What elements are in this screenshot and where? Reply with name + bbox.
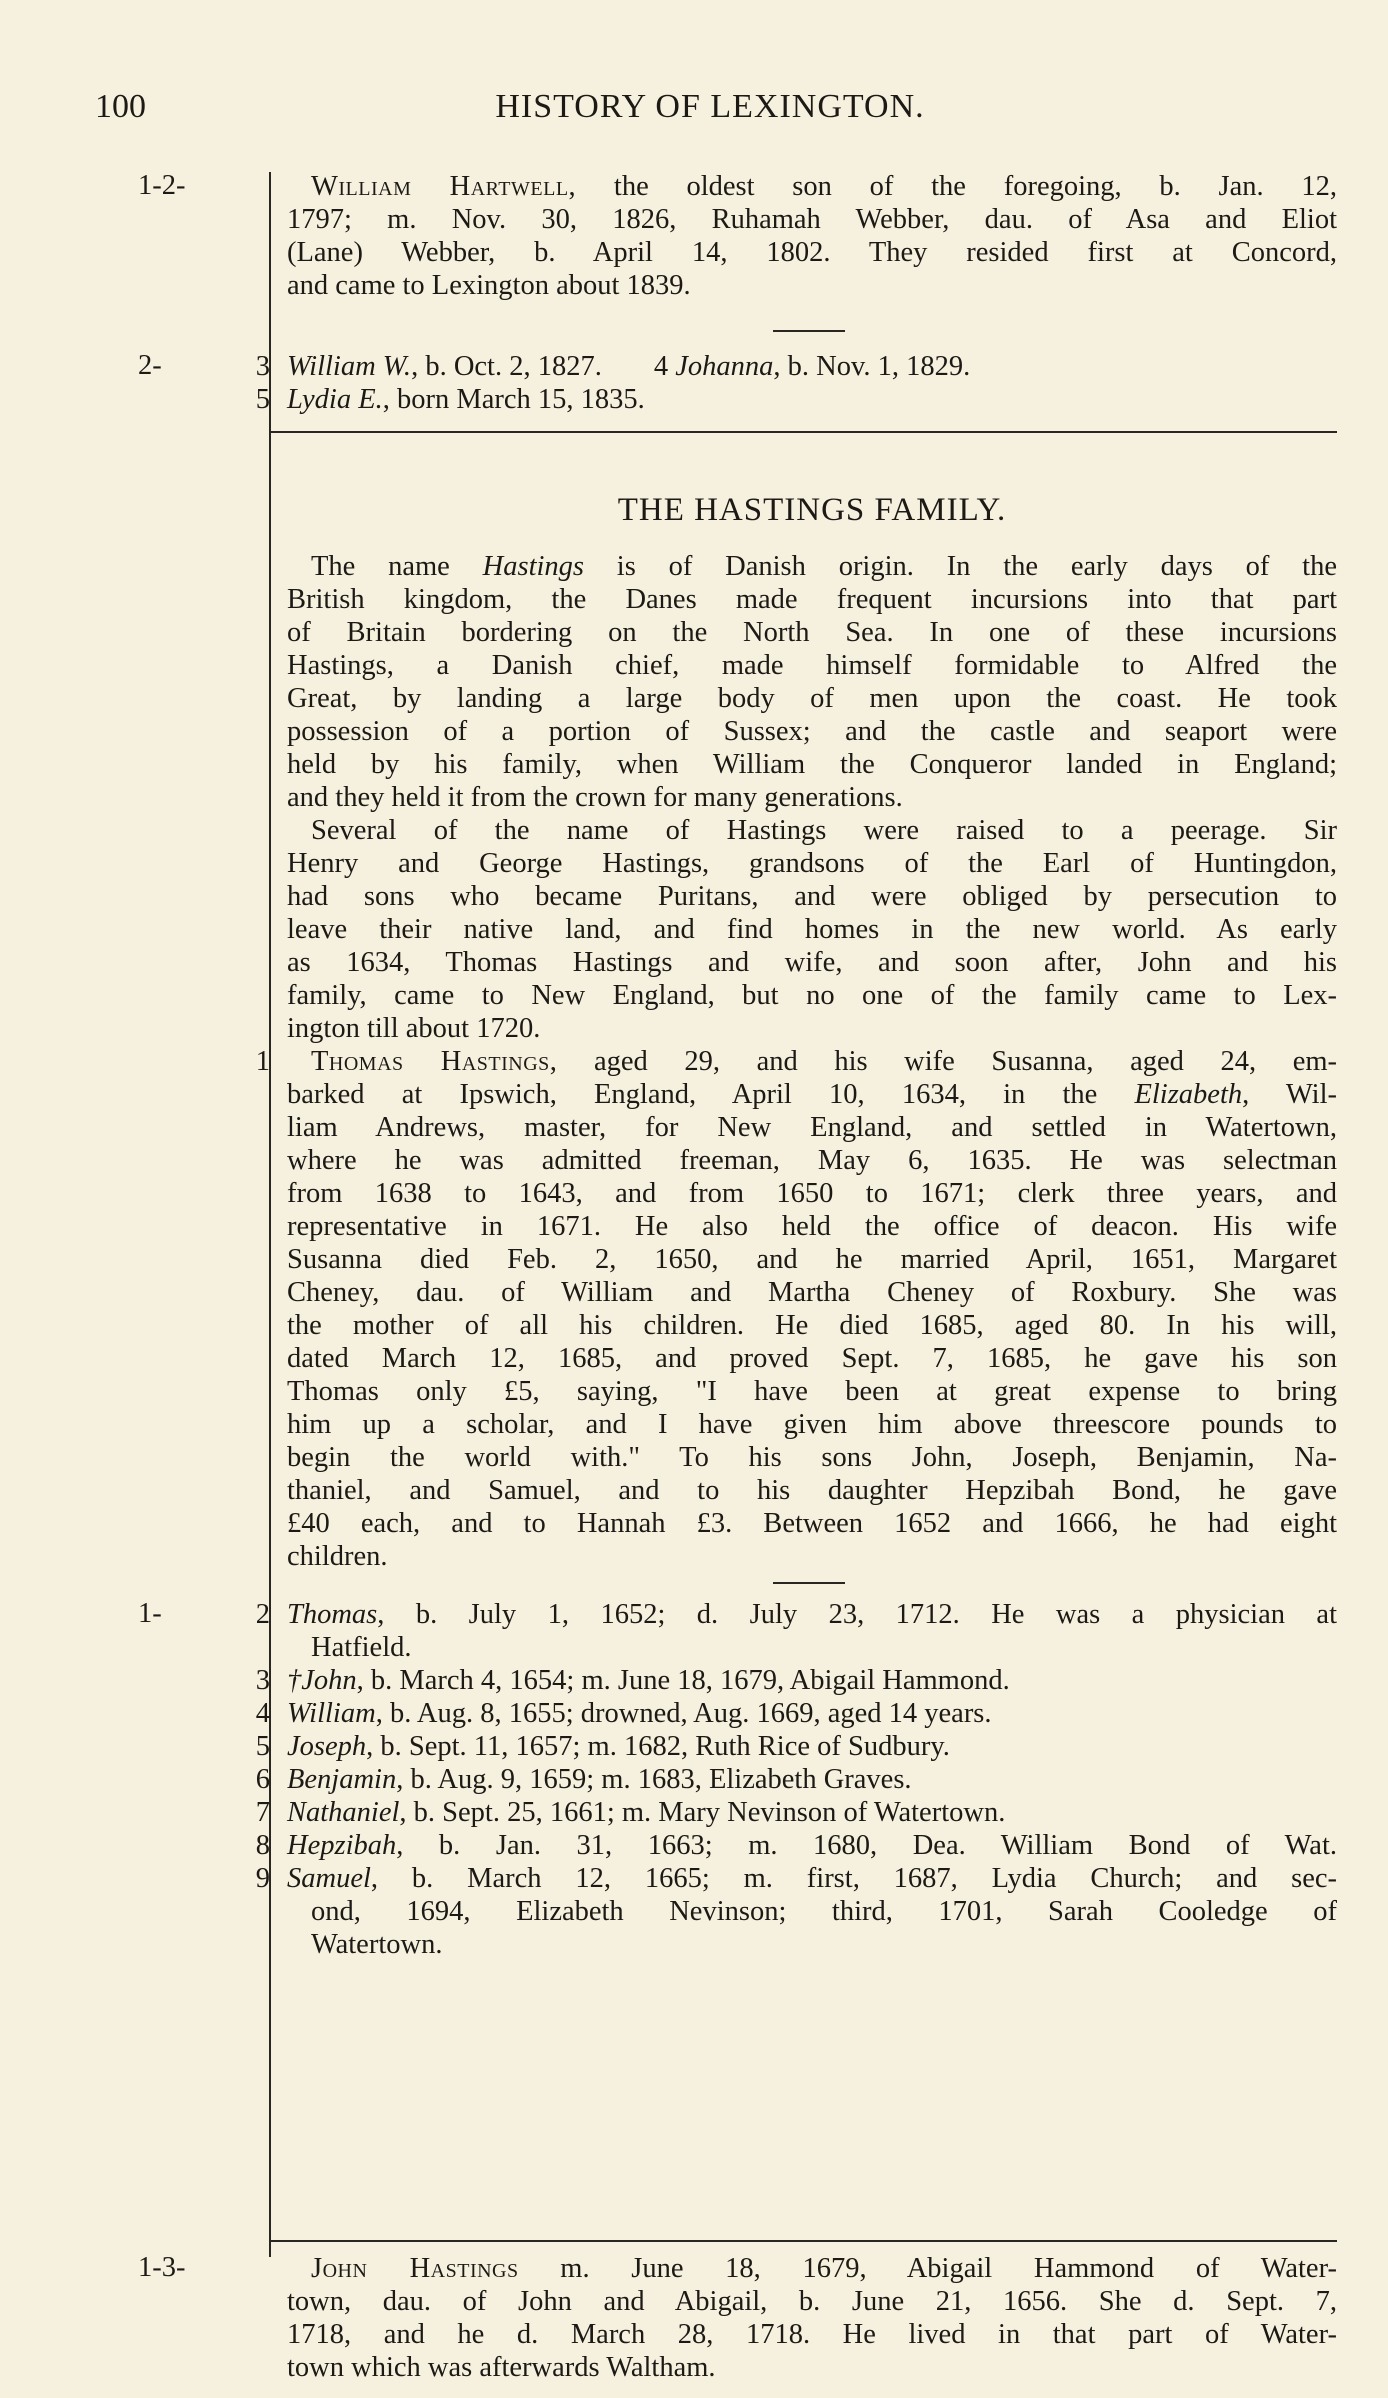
- divider: [773, 330, 845, 332]
- paragraph-line: thaniel, and Samuel, and to his daughter Hepzibah Bond, he gave: [287, 1475, 1337, 1506]
- divider: [773, 1582, 845, 1584]
- child-number: 4: [255, 1698, 270, 1729]
- section-rule: [270, 2240, 1337, 2242]
- child-text: , b. Jan. 31, 1663; m. 1680, Dea. William Bond of Wat.: [396, 1830, 1337, 1861]
- child-text: , b. Nov. 1, 1829.: [773, 351, 971, 382]
- child-name: Benjamin: [287, 1764, 397, 1795]
- child-name: William: [287, 1698, 376, 1729]
- paragraph-line: from 1638 to 1643, and from 1650 to 1671; clerk three years, and: [287, 1178, 1337, 1209]
- child-text: , b. March 4, 1654; m. June 18, 1679, Abigail Hammond.: [356, 1665, 1010, 1696]
- paragraph-line: [287, 1045, 1337, 1078]
- child-name: Johanna: [675, 351, 774, 382]
- child-name: William W.: [287, 351, 412, 382]
- child-text: , b. Aug. 8, 1655; drowned, Aug. 1669, aged 14 years.: [375, 1698, 992, 1729]
- paragraph-line: of Britain bordering on the North Sea. In one of these incursions: [287, 617, 1337, 648]
- child-numbers: [140, 1598, 270, 1895]
- paragraph-line: barked at Ipswich, England, April 10, 1634, in the Elizabeth, Wil-: [287, 1079, 1337, 1110]
- paragraph-line: begin the world with." To his sons John, Joseph, Benjamin, Na-: [287, 1442, 1337, 1473]
- page-header: [95, 88, 1325, 136]
- paragraph-line: Great, by landing a large body of men upon the coast. He took: [287, 683, 1337, 714]
- thomas-entry: [287, 1045, 1337, 1573]
- child-name: Lydia E.: [287, 384, 383, 415]
- child-number: 9: [255, 1863, 270, 1894]
- child-text: , b. July 1, 1652; d. July 23, 1712. He was a physician at: [377, 1599, 1337, 1630]
- paragraph-line: town, dau. of John and Abigail, b. June 21, 1656. She d. Sept. 7,: [287, 2286, 1337, 2317]
- paragraph-line: family, came to New England, but no one of the family came to Lex-: [287, 980, 1337, 1011]
- generation-label: 1-2-: [138, 170, 186, 201]
- paragraph-line: as 1634, Thomas Hastings and wife, and soon after, John and his: [287, 947, 1337, 978]
- thomas-children: [287, 1598, 1337, 1961]
- paragraph-line: and they held it from the crown for many generations.: [287, 782, 903, 813]
- entry-name: Thomas Hastings,: [311, 1046, 558, 1077]
- paragraph-line: British kingdom, the Danes made frequent incursions into that part: [287, 584, 1337, 615]
- child-line: [287, 350, 1337, 383]
- john-entry: [287, 2252, 1337, 2384]
- entry-text: aged 29, and his wife Susanna, aged 24, em-: [557, 1046, 1338, 1077]
- child-line: Hatfield.: [311, 1632, 412, 1663]
- paragraph-line: Hastings, a Danish chief, made himself formidable to Alfred the: [287, 650, 1337, 681]
- child-number: 6: [255, 1764, 270, 1795]
- entry-name: John Hastings: [311, 2253, 519, 2284]
- child-name: Thomas: [287, 1599, 378, 1630]
- child-line: [287, 1796, 1337, 1829]
- paragraph-line: representative in 1671. He also held the office of deacon. His wife: [287, 1211, 1337, 1242]
- child-text: , b. March 12, 1665; m. first, 1687, Lydia Church; and sec-: [370, 1863, 1337, 1894]
- entry-text: m. June 18, 1679, Abigail Hammond of Water-: [518, 2253, 1337, 2284]
- paragraph-line: the mother of all his children. He died 1685, aged 80. In his will,: [287, 1310, 1337, 1341]
- child-line: ond, 1694, Elizabeth Nevinson; third, 1701, Sarah Cooledge of: [311, 1896, 1337, 1927]
- hartwell-entry: [287, 170, 1337, 302]
- child-line: [287, 1697, 1337, 1730]
- paragraph-line: had sons who became Puritans, and were obliged by persecution to: [287, 881, 1337, 912]
- paragraph-line: liam Andrews, master, for New England, and settled in Watertown,: [287, 1112, 1337, 1143]
- person-number: 1: [255, 1046, 270, 1077]
- paragraph-line: leave their native land, and find homes in the new world. As early: [287, 914, 1337, 945]
- hastings-intro: [287, 550, 1337, 1045]
- child-name: Samuel: [287, 1863, 371, 1894]
- child-line: [287, 1862, 1337, 1895]
- entry-text: and came to Lexington about 1839.: [287, 270, 691, 301]
- child-line: [287, 1763, 1337, 1796]
- child-text: , b. Oct. 2, 1827.: [411, 351, 602, 382]
- child-number: 2: [255, 1599, 270, 1630]
- child-text: , b. Sept. 25, 1661; m. Mary Nevinson of Watertown.: [399, 1797, 1006, 1828]
- entry-text: (Lane) Webber, b. April 14, 1802. They resided first at Concord,: [287, 237, 1337, 268]
- generation-label: 1-3-: [138, 2252, 186, 2283]
- paragraph-line: Henry and George Hastings, grandsons of the Earl of Huntingdon,: [287, 848, 1337, 879]
- generation-label: 1-: [138, 1598, 162, 1629]
- paragraph-line: held by his family, when William the Conqueror landed in England;: [287, 749, 1337, 780]
- child-text: , b. Aug. 9, 1659; m. 1683, Elizabeth Graves.: [396, 1764, 912, 1795]
- child-name: Hepzibah: [287, 1830, 397, 1861]
- child-line: [287, 1829, 1337, 1862]
- paragraph-line: children.: [287, 1541, 388, 1572]
- child-text: , born March 15, 1835.: [382, 384, 645, 415]
- child-line: [287, 1598, 1337, 1631]
- child-name: Joseph: [287, 1731, 367, 1762]
- child-number: 4: [653, 351, 669, 382]
- child-line: Watertown.: [311, 1929, 443, 1960]
- paragraph-line: Thomas only £5, saying, "I have been at great expense to bring: [287, 1376, 1337, 1407]
- child-line: [287, 383, 1337, 416]
- paragraph-line: possession of a portion of Sussex; and the castle and seaport were: [287, 716, 1337, 747]
- paragraph-line: town which was afterwards Waltham.: [287, 2352, 716, 2383]
- entry-text: the oldest son of the foregoing, b. Jan. 12,: [576, 171, 1337, 202]
- child-number: 7: [255, 1797, 270, 1828]
- child-name: †John: [287, 1665, 357, 1696]
- paragraph-line: Cheney, dau. of William and Martha Cheney of Roxbury. She was: [287, 1277, 1337, 1308]
- paragraph-line: [287, 2252, 1337, 2285]
- paragraph-line: where he was admitted freeman, May 6, 1635. He was selectman: [287, 1145, 1337, 1176]
- child-line: [287, 1664, 1337, 1697]
- entry-text: 1797; m. Nov. 30, 1826, Ruhamah Webber, dau. of Asa and Eliot: [287, 204, 1337, 235]
- child-name: Nathaniel: [287, 1797, 400, 1828]
- paragraph-line: 1718, and he d. March 28, 1718. He lived in that part of Water-: [287, 2319, 1337, 2350]
- child-number: 8: [255, 1830, 270, 1861]
- child-numbers: [140, 350, 270, 416]
- section-heading: THE HASTINGS FAMILY.: [617, 492, 1007, 528]
- paragraph-line: dated March 12, 1685, and proved Sept. 7, 1685, he gave his son: [287, 1343, 1337, 1374]
- paragraph-line: £40 each, and to Hannah £3. Between 1652 and 1666, he had eight: [287, 1508, 1337, 1539]
- running-title: HISTORY OF LEXINGTON.: [495, 88, 925, 125]
- child-number: 3: [255, 351, 270, 382]
- child-number: [140, 1631, 270, 1664]
- generation-number: [140, 1045, 270, 1078]
- paragraph-line: The name Hastings is of Danish origin. In the early days of the: [311, 551, 1338, 582]
- child-number: 3: [255, 1665, 270, 1696]
- child-number: 5: [255, 384, 270, 415]
- page-number: 100: [95, 88, 146, 125]
- paragraph-line: Susanna died Feb. 2, 1650, and he married April, 1651, Margaret: [287, 1244, 1337, 1275]
- entry-name: William Hartwell,: [311, 171, 577, 202]
- generation-label: 2-: [138, 350, 162, 381]
- child-number: 5: [255, 1731, 270, 1762]
- paragraph-line: him up a scholar, and I have given him above threescore pounds to: [287, 1409, 1337, 1440]
- hartwell-children: [287, 350, 1337, 416]
- section-rule: [270, 431, 1337, 433]
- child-line: [287, 1730, 1337, 1763]
- child-text: , b. Sept. 11, 1657; m. 1682, Ruth Rice of Sudbury.: [366, 1731, 950, 1762]
- paragraph-line: Several of the name of Hastings were raised to a peerage. Sir: [311, 815, 1337, 846]
- paragraph-line: ington till about 1720.: [287, 1013, 541, 1044]
- margin-rule: [269, 172, 271, 2257]
